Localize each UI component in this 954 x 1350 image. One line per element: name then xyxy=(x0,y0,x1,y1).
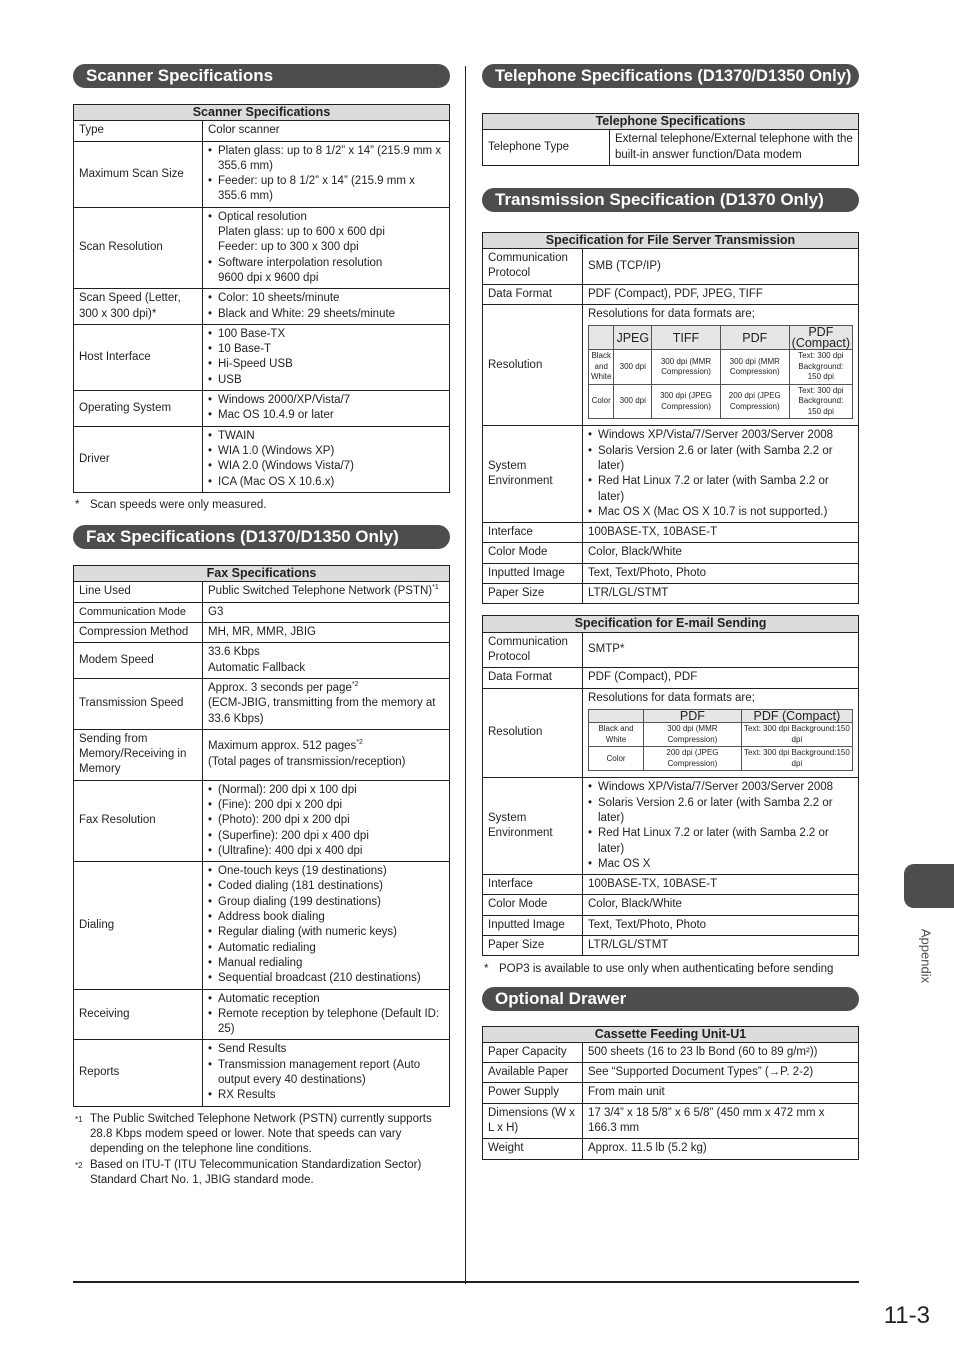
footnote-text: POP3 is available to use only when authenticating before sending xyxy=(499,963,834,976)
list-item: • Regular dialing (with numeric keys) xyxy=(208,925,444,940)
row-value xyxy=(203,207,450,288)
row-label: Interface xyxy=(483,875,583,895)
row-value xyxy=(203,324,450,390)
telephone-spec-table xyxy=(482,113,859,166)
value-text: Maximum approx. 512 pages xyxy=(208,740,357,753)
list-item xyxy=(208,210,444,256)
item-text: Optical resolution xyxy=(218,210,307,223)
list-item: • WIA 1.0 (Windows XP) xyxy=(208,444,444,459)
row-value xyxy=(203,289,450,325)
mini-row-label: Color xyxy=(589,384,614,419)
row-label: Interface xyxy=(483,523,583,543)
row-value: 100BASE-TX, 10BASE-T xyxy=(583,875,859,895)
scanner-footnote xyxy=(73,498,450,513)
row-label: Power Supply xyxy=(483,1083,583,1103)
row-value: LTR/LGL/STMT xyxy=(583,936,859,956)
list-item: • Red Hat Linux 7.2 or later (with Samba 2.2 or later) xyxy=(588,474,853,505)
side-tab-text: Appendix xyxy=(918,928,934,984)
list-item: • Color: 10 sheets/minute xyxy=(208,291,444,306)
row-value: PDF (Compact), PDF xyxy=(583,668,859,688)
table-row xyxy=(483,895,859,915)
table-row xyxy=(74,141,450,207)
table-row xyxy=(483,305,859,426)
list-item: • Address book dialing xyxy=(208,910,444,925)
list-item: • Hi-Speed USB xyxy=(208,357,444,372)
item-text: Feeder: up to 300 x 300 dpi xyxy=(218,241,359,254)
list-item: • (Fine): 200 dpi x 200 dpi xyxy=(208,798,444,813)
row-value xyxy=(203,141,450,207)
table-row xyxy=(483,523,859,543)
row-value: Approx. 11.5 lb (5.2 kg) xyxy=(583,1139,859,1159)
table-row xyxy=(483,1042,859,1062)
table-row xyxy=(483,668,859,688)
row-value: Text, Text/Photo, Photo xyxy=(583,915,859,935)
list-item: • Remote reception by telephone (Default ID: 25) xyxy=(208,1007,444,1038)
mini-cell: Text: 300 dpi Background:150 dpi xyxy=(741,747,852,771)
footnote-mark: *1 xyxy=(75,1114,83,1124)
list-item: • Transmission management report (Auto output every 40 destinations) xyxy=(208,1058,444,1089)
table-row xyxy=(74,678,450,729)
row-label: Resolution xyxy=(483,688,583,778)
row-value xyxy=(203,862,450,989)
mini-cell: Text: 300 dpi Background: 150 dpi xyxy=(789,350,852,385)
item-text: Software interpolation resolution xyxy=(218,256,383,269)
list-item: • 100 Base-TX xyxy=(208,327,444,342)
mini-cell: 300 dpi xyxy=(614,350,652,385)
row-label: Inputted Image xyxy=(483,563,583,583)
email-resolution-table xyxy=(588,709,853,772)
mini-cell: 300 dpi xyxy=(614,384,652,419)
table-row xyxy=(483,936,859,956)
mini-cell: 300 dpi (MMR Compression) xyxy=(652,350,721,385)
row-label: System Environment xyxy=(483,426,583,523)
row-value xyxy=(203,643,450,679)
row-value: SMB (TCP/IP) xyxy=(583,249,859,285)
list-item: • Automatic reception xyxy=(208,992,444,1007)
row-label: Compression Method xyxy=(74,623,203,643)
row-value xyxy=(203,780,450,861)
row-label: Scan Speed (Letter, 300 x 300 dpi)* xyxy=(74,289,203,325)
list-item: • Solaris Version 2.6 or later (with Samba 2.2 or later) xyxy=(588,444,853,475)
table-row xyxy=(74,121,450,141)
fax-section-title: Fax Specifications (D1370/D1350 Only) xyxy=(73,525,450,549)
row-label: Data Format xyxy=(483,284,583,304)
table-row xyxy=(483,688,859,778)
table-row xyxy=(74,289,450,325)
table-row xyxy=(74,582,450,602)
table-row xyxy=(74,989,450,1040)
resolution-intro: Resolutions for data formats are; xyxy=(588,691,755,704)
row-value: From main unit xyxy=(583,1083,859,1103)
footnote-text: The Public Switched Telephone Network (PSTN) currently supports 28.8 Kbps modem speed or lower. Note that speeds can vary depending on the telephone line conditions. xyxy=(90,1112,432,1156)
list-item: • Send Results xyxy=(208,1042,444,1057)
row-value: SMTP* xyxy=(583,632,859,668)
email-spec-table xyxy=(482,615,859,956)
table-header: Fax Specifications xyxy=(74,566,450,582)
table-row xyxy=(483,778,859,875)
footnote-text: Scan speeds were only measured. xyxy=(90,498,267,511)
footnote-ref: *2 xyxy=(356,739,363,747)
row-label: Fax Resolution xyxy=(74,780,203,861)
row-label: Paper Capacity xyxy=(483,1042,583,1062)
row-value: PDF (Compact), PDF, JPEG, TIFF xyxy=(583,284,859,304)
mini-col-header: JPEG xyxy=(614,326,652,350)
row-label: Color Mode xyxy=(483,895,583,915)
list-item: • 10 Base-T xyxy=(208,342,444,357)
list-item: • Windows XP/Vista/7/Server 2003/Server 2008 xyxy=(588,780,853,795)
list-item: • (Normal): 200 dpi x 100 dpi xyxy=(208,783,444,798)
row-value: Color, Black/White xyxy=(583,895,859,915)
table-row xyxy=(483,632,859,668)
right-column xyxy=(482,64,859,1160)
list-item: • USB xyxy=(208,373,444,388)
chapter-tab xyxy=(904,864,954,908)
mini-col-header: TIFF xyxy=(652,326,721,350)
scanner-section-title: Scanner Specifications xyxy=(73,64,450,88)
row-label: Driver xyxy=(74,426,203,492)
mini-cell: 300 dpi (MMR Compression) xyxy=(720,350,789,385)
footnote-mark: * xyxy=(484,963,489,976)
row-value xyxy=(583,426,859,523)
mini-col-header: PDF xyxy=(720,326,789,350)
footnote-ref: *2 xyxy=(351,681,359,689)
table-row xyxy=(483,875,859,895)
row-value: Color scanner xyxy=(203,121,450,141)
table-row xyxy=(74,324,450,390)
row-value xyxy=(203,426,450,492)
mini-cell: 200 dpi (JPEG Compression) xyxy=(644,747,742,771)
value-text: Public Switched Telephone Network (PSTN) xyxy=(208,585,433,598)
list-item: • Mac OS 10.4.9 or later xyxy=(208,408,444,423)
mini-row-label: Color xyxy=(589,747,644,771)
transmission-section-title: Transmission Specification (D1370 Only) xyxy=(482,188,859,212)
fax-spec-table xyxy=(73,565,450,1107)
table-row xyxy=(483,915,859,935)
mini-row-label: Black and White xyxy=(589,350,614,385)
table-row xyxy=(74,643,450,679)
list-item: • Sequential broadcast (210 destinations) xyxy=(208,971,444,986)
row-label: Sending from Memory/Receiving in Memory xyxy=(74,729,203,780)
row-label: Communication Mode xyxy=(74,602,203,622)
list-item: • Windows 2000/XP/Vista/7 xyxy=(208,393,444,408)
row-value xyxy=(583,305,859,426)
list-item: • ICA (Mac OS X 10.6.x) xyxy=(208,475,444,490)
left-column xyxy=(73,64,450,1188)
value-text: 33.6 Kbps xyxy=(208,646,260,659)
list-item: • Coded dialing (181 destinations) xyxy=(208,879,444,894)
row-label: System Environment xyxy=(483,778,583,875)
list-item: • (Photo): 200 dpi x 200 dpi xyxy=(208,813,444,828)
list-item: • (Superfine): 200 dpi x 400 dpi xyxy=(208,829,444,844)
row-label: Data Format xyxy=(483,668,583,688)
list-item: • Feeder: up to 8 1/2” x 14” (215.9 mm x 355.6 mm) xyxy=(208,174,444,205)
row-value xyxy=(203,391,450,427)
row-value xyxy=(203,989,450,1040)
list-item: • Black and White: 29 sheets/minute xyxy=(208,307,444,322)
side-tab-label xyxy=(911,916,941,996)
row-label: Receiving xyxy=(74,989,203,1040)
table-row xyxy=(74,1040,450,1106)
row-label: Transmission Speed xyxy=(74,678,203,729)
file-server-resolution-table xyxy=(588,325,853,419)
row-label: Line Used xyxy=(74,582,203,602)
list-item: • Manual redialing xyxy=(208,956,444,971)
mini-col-header: PDF (Compact) xyxy=(789,326,852,350)
table-header: Specification for File Server Transmission xyxy=(483,232,859,248)
list-item xyxy=(208,256,444,287)
list-item: • RX Results xyxy=(208,1088,444,1103)
row-value xyxy=(203,1040,450,1106)
fax-footnote-1 xyxy=(73,1112,450,1158)
bottom-rule xyxy=(73,1281,859,1283)
item-text: Platen glass: up to 600 x 600 dpi xyxy=(218,226,385,239)
table-row xyxy=(483,284,859,304)
item-text: 9600 dpi x 9600 dpi xyxy=(218,271,319,284)
row-label: Paper Size xyxy=(483,584,583,604)
table-row xyxy=(74,426,450,492)
mini-cell: 300 dpi (MMR Compression) xyxy=(644,723,742,747)
row-label: Paper Size xyxy=(483,936,583,956)
table-row xyxy=(483,1139,859,1159)
drawer-spec-table xyxy=(482,1026,859,1160)
row-value: Text, Text/Photo, Photo xyxy=(583,563,859,583)
drawer-section-title: Optional Drawer xyxy=(482,987,859,1011)
row-label: Communication Protocol xyxy=(483,249,583,285)
table-header: Scanner Specifications xyxy=(74,105,450,121)
row-label: Modem Speed xyxy=(74,643,203,679)
table-row xyxy=(483,563,859,583)
row-value xyxy=(203,729,450,780)
table-row xyxy=(483,584,859,604)
fax-footnote-2 xyxy=(73,1158,450,1189)
mini-row-label: Black and White xyxy=(589,723,644,747)
row-label: Resolution xyxy=(483,305,583,426)
scanner-spec-table xyxy=(73,104,450,493)
mini-corner xyxy=(589,326,614,350)
list-item: • (Ultrafine): 400 dpi x 400 dpi xyxy=(208,844,444,859)
list-item: • Solaris Version 2.6 or later (with Samba 2.2 or later) xyxy=(588,796,853,827)
value-text: (Total pages of transmission/reception) xyxy=(208,755,406,768)
footnote-mark: * xyxy=(75,498,80,511)
file-server-spec-table xyxy=(482,232,859,604)
list-item: • TWAIN xyxy=(208,429,444,444)
telephone-section-title: Telephone Specifications (D1370/D1350 Only) xyxy=(482,64,859,88)
mini-col-header: PDF (Compact) xyxy=(741,709,852,723)
row-label: Available Paper xyxy=(483,1063,583,1083)
mini-cell: 300 dpi (JPEG Compression) xyxy=(652,384,721,419)
value-text: Automatic Fallback xyxy=(208,661,306,674)
page-number: 11-3 xyxy=(883,1302,930,1329)
table-row xyxy=(74,623,450,643)
row-value xyxy=(203,582,450,602)
mini-cell: Text: 300 dpi Background: 150 dpi xyxy=(789,384,852,419)
row-label: Scan Resolution xyxy=(74,207,203,288)
row-label: Maximum Scan Size xyxy=(74,141,203,207)
row-value: Color, Black/White xyxy=(583,543,859,563)
table-row xyxy=(74,862,450,989)
table-row xyxy=(74,391,450,427)
row-value: 500 sheets (16 to 23 lb Bond (60 to 89 g/m²)) xyxy=(583,1042,859,1062)
table-row xyxy=(483,543,859,563)
row-value xyxy=(583,688,859,778)
list-item: • Platen glass: up to 8 1/2” x 14” (215.9 mm x 355.6 mm) xyxy=(208,144,444,175)
row-value xyxy=(583,778,859,875)
table-header: Cassette Feeding Unit-U1 xyxy=(483,1026,859,1042)
row-label: Dialing xyxy=(74,862,203,989)
list-item: • Mac OS X xyxy=(588,857,853,872)
mini-corner xyxy=(589,709,644,723)
mini-col-header: PDF xyxy=(644,709,742,723)
table-header: Specification for E-mail Sending xyxy=(483,616,859,632)
table-header: Telephone Specifications xyxy=(483,114,859,130)
table-row xyxy=(74,729,450,780)
footnote-ref: *1 xyxy=(432,584,439,592)
table-row xyxy=(483,1103,859,1139)
row-label: Inputted Image xyxy=(483,915,583,935)
row-value: See “Supported Document Types” (→P. 2-2) xyxy=(583,1063,859,1083)
row-label: Weight xyxy=(483,1139,583,1159)
footnote-mark: *2 xyxy=(75,1160,83,1170)
value-text: Approx. 3 seconds per page xyxy=(208,681,352,694)
row-value: 100BASE-TX, 10BASE-T xyxy=(583,523,859,543)
list-item: • Automatic redialing xyxy=(208,941,444,956)
list-item: • WIA 2.0 (Windows Vista/7) xyxy=(208,459,444,474)
list-item: • One-touch keys (19 destinations) xyxy=(208,864,444,879)
footnote-text: Based on ITU-T (ITU Telecommunication Standardization Sector) Standard Chart No. 1, JBIG standard mode. xyxy=(90,1158,422,1186)
list-item: • Windows XP/Vista/7/Server 2003/Server 2008 xyxy=(588,428,853,443)
list-item: • Mac OS X (Mac OS X 10.7 is not supported.) xyxy=(588,505,853,520)
table-row xyxy=(74,207,450,288)
row-label: Color Mode xyxy=(483,543,583,563)
mini-cell: 200 dpi (JPEG Compression) xyxy=(720,384,789,419)
table-row xyxy=(483,249,859,285)
list-item: • Group dialing (199 destinations) xyxy=(208,895,444,910)
row-label: Reports xyxy=(74,1040,203,1106)
row-value: External telephone/External telephone with the built-in answer function/Data modem xyxy=(610,130,859,166)
table-row xyxy=(483,130,859,166)
row-value: G3 xyxy=(203,602,450,622)
value-text: (ECM-JBIG, transmitting from the memory at 33.6 Kbps) xyxy=(208,697,436,725)
table-row xyxy=(74,780,450,861)
table-row xyxy=(74,602,450,622)
table-row xyxy=(483,1063,859,1083)
row-label: Dimensions (W x L x H) xyxy=(483,1103,583,1139)
row-label: Telephone Type xyxy=(483,130,610,166)
row-label: Host Interface xyxy=(74,324,203,390)
row-label: Operating System xyxy=(74,391,203,427)
mini-cell: Text: 300 dpi Background:150 dpi xyxy=(741,723,852,747)
email-footnote xyxy=(482,962,859,977)
row-value: LTR/LGL/STMT xyxy=(583,584,859,604)
row-label: Type xyxy=(74,121,203,141)
column-divider xyxy=(465,66,466,1284)
row-label: Communication Protocol xyxy=(483,632,583,668)
table-row xyxy=(483,1083,859,1103)
table-row xyxy=(483,426,859,523)
row-value xyxy=(203,678,450,729)
list-item: • Red Hat Linux 7.2 or later (with Samba 2.2 or later) xyxy=(588,826,853,857)
row-value: MH, MR, MMR, JBIG xyxy=(203,623,450,643)
resolution-intro: Resolutions for data formats are; xyxy=(588,308,755,321)
row-value: 17 3/4” x 18 5/8” x 6 5/8” (450 mm x 472 mm x 166.3 mm xyxy=(583,1103,859,1139)
